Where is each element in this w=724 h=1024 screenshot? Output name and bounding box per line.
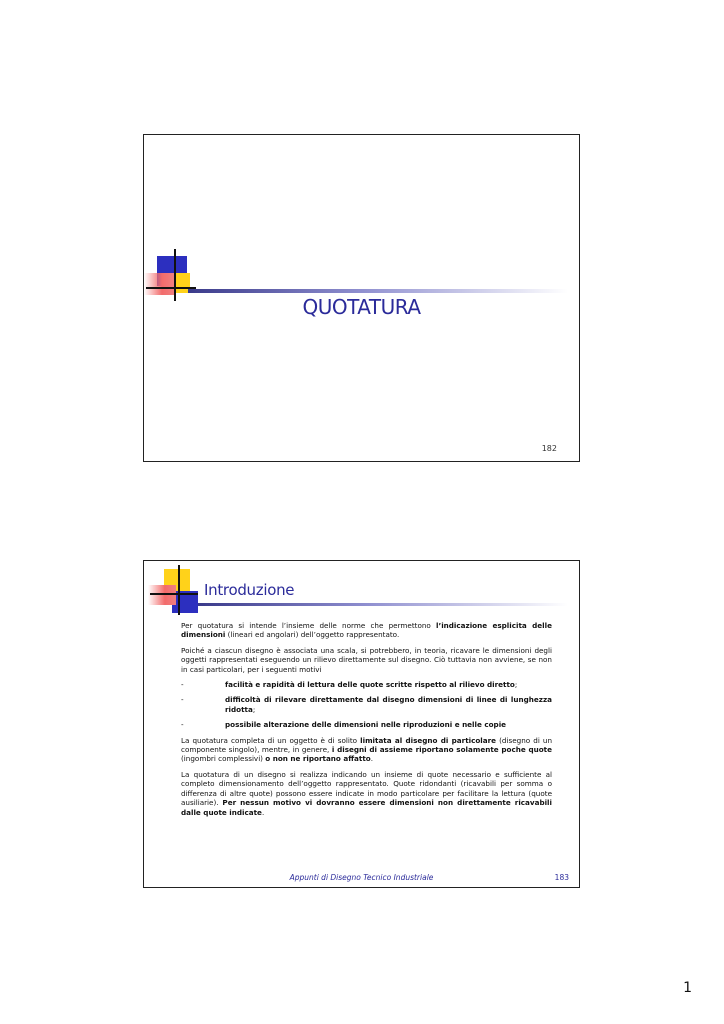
sheet-number: 1: [683, 980, 692, 996]
title-rule: [198, 603, 568, 606]
slide-title: QUOTATURA: [302, 295, 421, 319]
slide-183: [143, 560, 580, 888]
slide-body: [181, 621, 552, 823]
paragraph-4: La quotatura di un disegno si realizza indicando un insieme di quote necessario e sufficiente al completo dimensionamento dell’oggetto rappresentato. Quote ridondanti (ricavabili per somma o differenza di altre quote) possono essere indicate in modo particolare per facilitare la lettura (quote ausiliarie). Per nessun motivo vi dovranno essere dimensioni non direttamente ricavabili dalle quote indicate.: [181, 769, 552, 817]
paragraph-2: Poiché a ciascun disegno è associata una scala, si potrebbero, in teoria, ricavare le dimensioni degli oggetti rappresentati eseguendo un rilievo direttamente sul disegno. Ciò tuttavia non avviene, se non in casi particolari, per i seguenti motivi: [181, 645, 552, 674]
slide-title: Introduzione: [204, 581, 295, 599]
list-item: - facilità e rapidità di lettura delle quote scritte rispetto al rilievo diretto;: [181, 680, 518, 690]
page-number: 182: [541, 444, 557, 453]
page-number: 183: [554, 873, 569, 882]
list-item: - possibile alterazione delle dimensioni nelle riproduzioni e nelle copie: [181, 720, 507, 730]
title-rule: [188, 289, 568, 293]
footer-title: Appunti di Disegno Tecnico Industriale: [289, 873, 434, 882]
slide-182: [143, 134, 580, 462]
paragraph-1: Per quotatura si intende l’insieme delle norme che permettono l’indicazione esplicita delle dimensioni (lineari ed angolari) dell’oggetto rappresentato.: [181, 621, 552, 640]
paragraph-3: La quotatura completa di un oggetto è di solito limitata al disegno di particolare (disegno di un componente singolo), mentre, in genere, i disegni di assieme riportano solamente poche quote (ingombri complessivi) o non ne riportano affatto.: [181, 735, 553, 764]
list-item: - difficoltà di rilevare direttamente dal disegno dimensioni di linee di lunghezza ridotta;: [181, 695, 552, 714]
